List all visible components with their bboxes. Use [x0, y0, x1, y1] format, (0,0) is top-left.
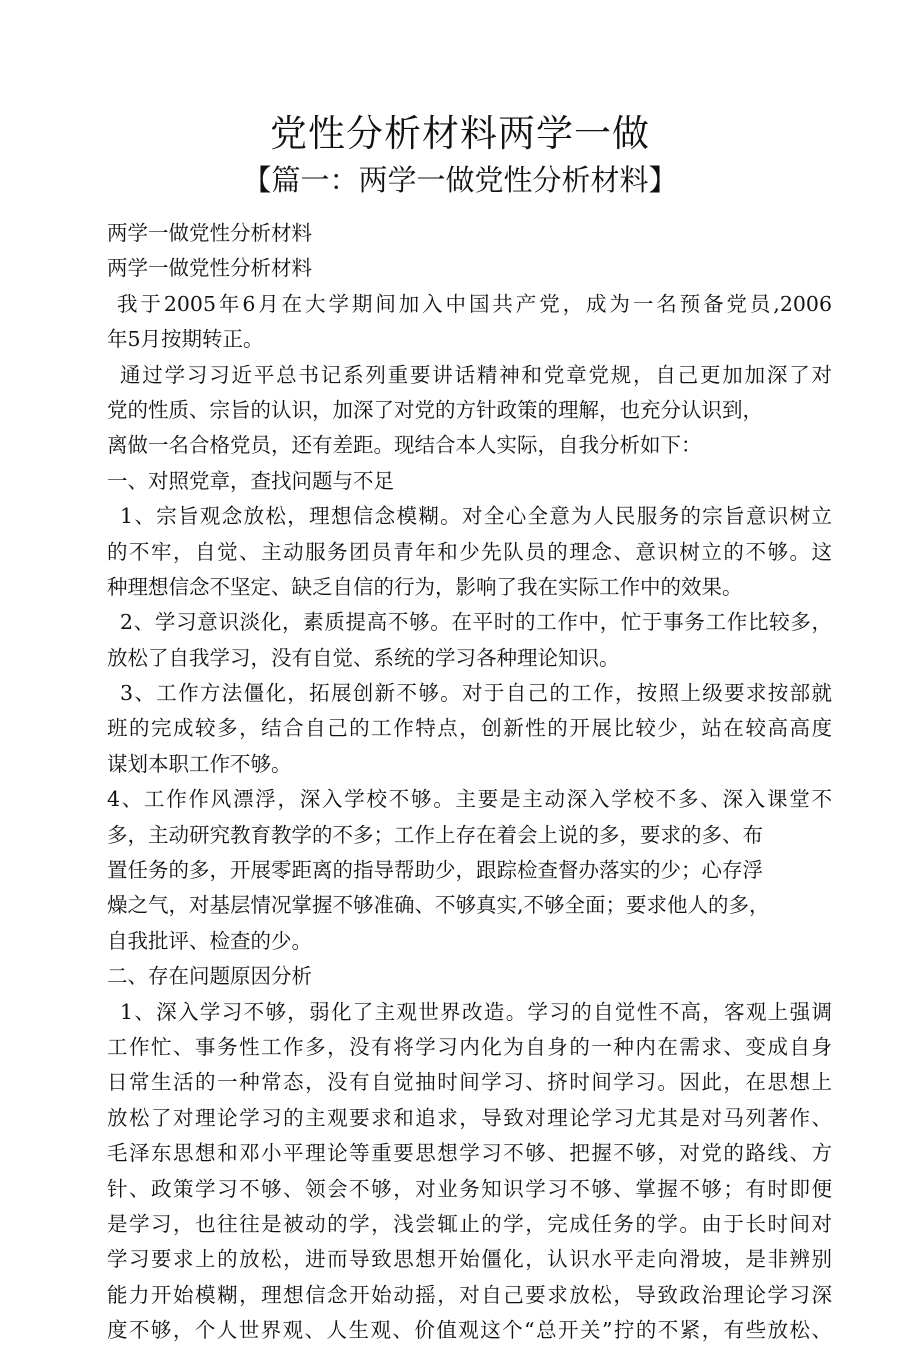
text-line: 能力开始模糊，理想信念开始动摇，对自己要求放松，导致政治理论学习深: [107, 1282, 832, 1307]
text-line: 放松了自我学习，没有自觉、系统的学习各种理论知识。: [107, 645, 620, 670]
text-line: 多，主动研究教育教学的不多；工作上存在着会上说的多，要求的多、布: [107, 822, 763, 847]
text-line: 燥之气，对基层情况掌握不够准确、不够真实,不够全面；要求他人的多，: [107, 893, 770, 918]
text-line: 班的完成较多，结合自己的工作特点，创新性的开展比较少，站在较高高度: [107, 716, 832, 741]
text-line: 2、学习意识淡化，素质提高不够。在平时的工作中，忙于事务工作比较多，: [120, 610, 832, 635]
text-line: 种理想信念不坚定、缺乏自信的行为，影响了我在实际工作中的效果。: [107, 574, 743, 599]
text-line: 自我批评、检查的少。: [107, 928, 312, 953]
text-line: 通过学习习近平总书记系列重要讲话精神和党章党规，自己更加加深了对: [120, 362, 832, 387]
text-line: 1、深入学习不够，弱化了主观世界改造。学习的自觉性不高，客观上强调: [120, 999, 832, 1024]
text-line: 两学一做党性分析材料: [107, 221, 312, 245]
text-line: 置任务的多，开展零距离的指导帮助少，跟踪检查督办落实的少；心存浮: [107, 858, 763, 883]
text-line: 我于2005年6月在大学期间加入中国共产党，成为一名预备党员,2006: [117, 291, 832, 316]
document-title: 党性分析材料两学一做: [270, 112, 650, 155]
document-subtitle: 【篇一：两学一做党性分析材料】: [242, 163, 678, 197]
text-line: 谋划本职工作不够。: [107, 751, 292, 776]
section-heading: 一、对照党章，查找问题与不足: [107, 468, 394, 493]
text-line: 年5月按期转正。: [107, 327, 264, 352]
document-body: [107, 216, 832, 1349]
text-line: 学习要求上的放松，进而导致思想开始僵化，认识水平走向滑坡，是非辨别: [107, 1247, 832, 1272]
text-line: 毛泽东思想和邓小平理论等重要思想学习不够、把握不够，对党的路线、方: [107, 1141, 832, 1166]
text-line: 度不够，个人世界观、人生观、价值观这个“总开关”拧的不紧，有些放松、: [107, 1318, 832, 1343]
text-line: 两学一做党性分析材料: [107, 256, 312, 281]
text-line: 4、工作作风漂浮，深入学校不够。主要是主动深入学校不多、深入课堂不: [107, 787, 832, 812]
text-line: 3、工作方法僵化，拓展创新不够。对于自己的工作，按照上级要求按部就: [120, 681, 832, 706]
text-line: 是学习，也往往是被动的学，浅尝辄止的学，完成任务的学。由于长时间对: [107, 1211, 832, 1236]
section-heading: 二、存在问题原因分析: [107, 964, 312, 989]
text-line: 针、政策学习不够、领会不够，对业务知识学习不够、掌握不够；有时即便: [107, 1176, 832, 1201]
text-line: 党的性质、宗旨的认识，加深了对党的方针政策的理解，也充分认识到，: [107, 397, 763, 422]
text-line: 1、宗旨观念放松，理想信念模糊。对全心全意为人民服务的宗旨意识树立: [120, 504, 832, 529]
text-line: 离做一名合格党员，还有差距。现结合本人实际，自我分析如下：: [107, 433, 702, 458]
text-line: 日常生活的一种常态，没有自觉抽时间学习、挤时间学习。因此，在思想上: [107, 1070, 832, 1095]
text-line: 的不牢，自觉、主动服务团员青年和少先队员的理念、意识树立的不够。这: [107, 539, 832, 564]
text-line: 工作忙、事务性工作多，没有将学习内化为自身的一种内在需求、变成自身: [107, 1034, 832, 1059]
text-line: 放松了对理论学习的主观要求和追求，导致对理论学习尤其是对马列著作、: [107, 1105, 832, 1130]
